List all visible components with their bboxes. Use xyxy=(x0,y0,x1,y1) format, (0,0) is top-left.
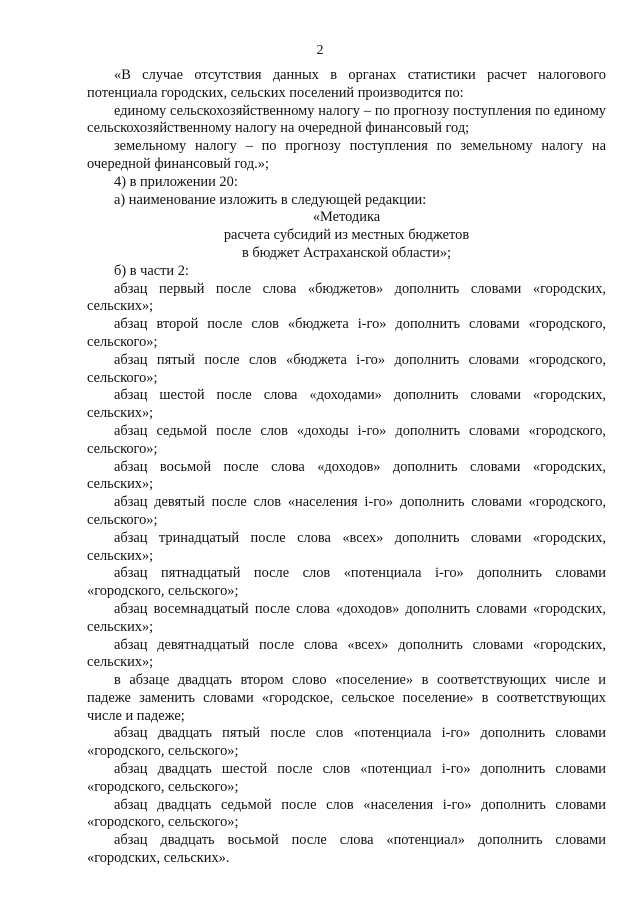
amendment-item: абзац первый после слова «бюджетов» дополнить словами «городских, сельских»; xyxy=(87,280,606,315)
amendment-item: абзац девятнадцатый после слова «всех» дополнить словами «городских, сельских»; xyxy=(87,636,606,671)
amendment-item: абзац восьмой после слова «доходов» дополнить словами «городских, сельских»; xyxy=(87,458,606,493)
methodology-title-line: «Методика xyxy=(312,209,381,226)
amendment-item: абзац седьмой после слов «доходы i-го» дополнить словами «городского, сельского»; xyxy=(87,422,606,457)
amendment-item: абзац тринадцатый после слова «всех» дополнить словами «городских, сельских»; xyxy=(87,529,606,564)
amendment-item: абзац пятый после слов «бюджета i-го» дополнить словами «городского, сельского»; xyxy=(87,351,606,386)
paragraph: 4) в приложении 20: xyxy=(114,173,238,190)
amendment-item: абзац второй после слов «бюджета i-го» дополнить словами «городского, сельского»; xyxy=(87,316,606,350)
amendment-item: абзац двадцать седьмой после слов «населения i-го» дополнить словами «городского, сельского»; xyxy=(87,796,606,831)
methodology-title-line: расчета субсидий из местных бюджетов xyxy=(223,227,470,244)
amendment-item: б) в части 2: xyxy=(114,262,189,279)
paragraph: земельному налогу – по прогнозу поступления по земельному налогу на очередной финансовый год.»; xyxy=(87,138,606,172)
page-number: 2 xyxy=(316,43,324,58)
amendment-item: абзац шестой после слова «доходами» дополнить словами «городских, сельских»; xyxy=(87,387,606,422)
amendment-item: абзац девятый после слов «населения i-го» дополнить словами «городского, сельского»; xyxy=(87,494,606,528)
methodology-title-line: в бюджет Астраханской области»; xyxy=(241,244,452,261)
amendment-item: абзац двадцать пятый после слов «потенциала i-го» дополнить словами «городского, сельского»; xyxy=(87,725,606,760)
amendment-item: абзац пятнадцатый после слов «потенциала i-го» дополнить словами «городского, сельского»; xyxy=(87,565,606,600)
document-body xyxy=(87,67,606,868)
amendment-item: абзац двадцать восьмой после слова «потенциал» дополнить словами «городских, сельских». xyxy=(87,832,606,867)
amendment-item: в абзаце двадцать втором слово «поселение» в соответствующих числе и падеже заменить словами «городское, сельское поселение» в соответствующих числе и падеже; xyxy=(87,672,606,724)
paragraph: единому сельскохозяйственному налогу – по прогнозу поступления по единому сельскохозяйственному налогу на очередной финансовый год; xyxy=(87,102,606,137)
paragraph: «В случае отсутствия данных в органах статистики расчет налогового потенциала городских, сельских поселений производится по: xyxy=(87,67,606,101)
amendment-item: абзац восемнадцатый после слова «доходов» дополнить словами «городских, сельских»; xyxy=(87,600,606,635)
paragraph: а) наименование изложить в следующей редакции: xyxy=(114,191,427,208)
amendment-item: абзац двадцать шестой после слов «потенциал i-го» дополнить словами «городского, сельского»; xyxy=(87,761,606,795)
